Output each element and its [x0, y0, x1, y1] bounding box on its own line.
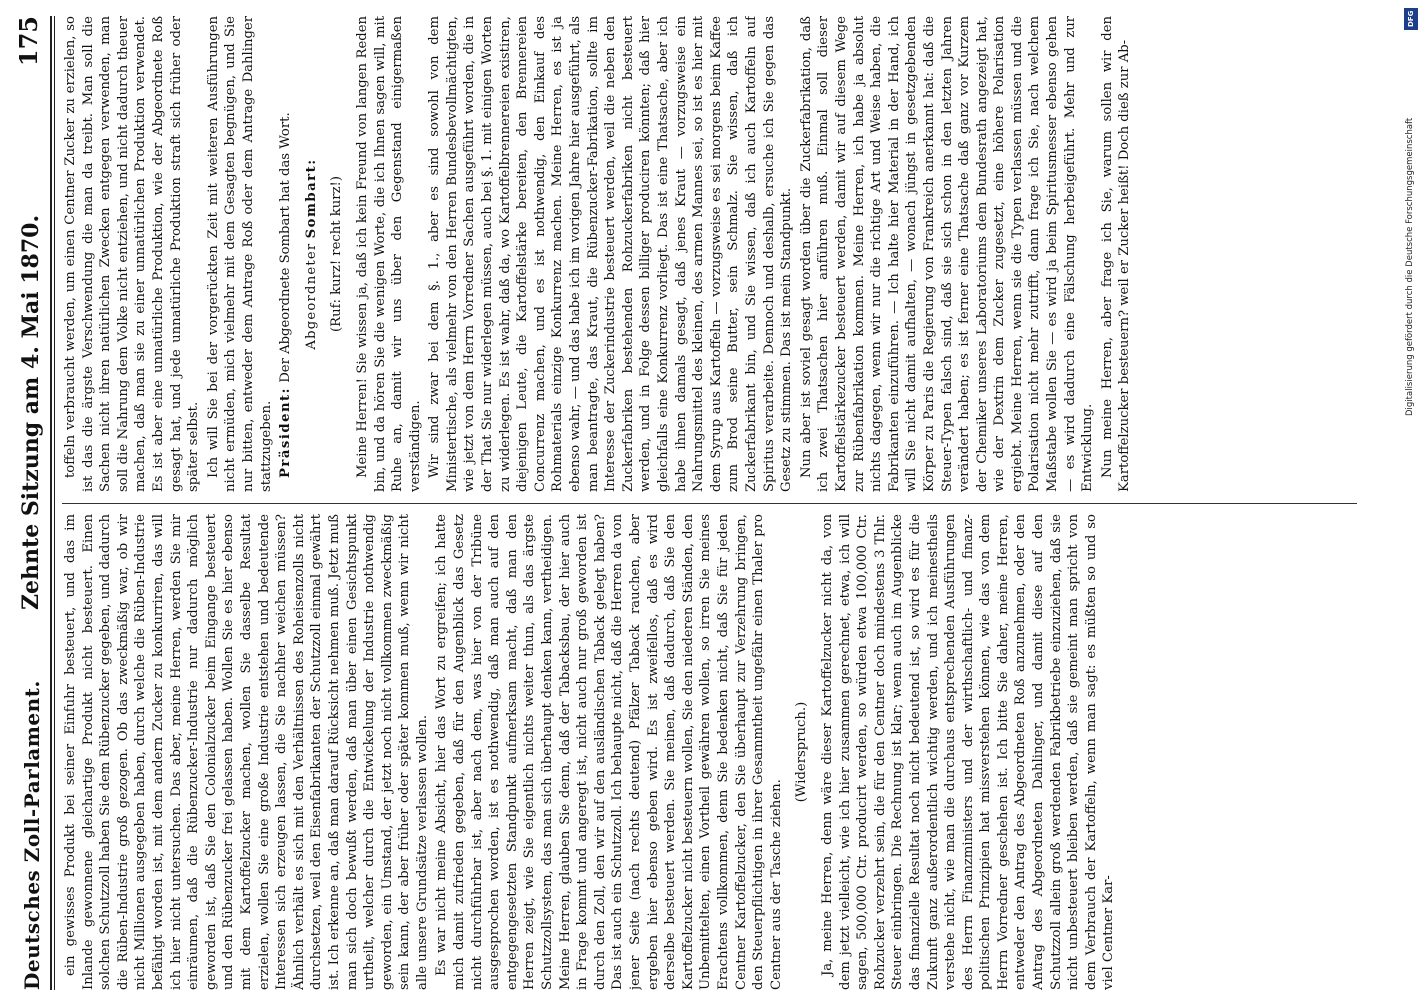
paragraph: ein gewisses Produkt bei seiner Einfuhr besteuert, und das im Inlande gewonnene gleichartige Produkt nicht besteuert. Einen solchen Schutzzoll haben Sie dem Rübenzucker gegeben, und dadurch die Rüben-Industrie groß gezogen. Ob das zweckmäßig war, ob wir nicht Millionen ausgegeben haben, durch welche die Rüben-Industrie befähigt worden ist, mit dem andern Zucker zu konkurriren, das will ich hier nicht untersuchen. Das aber, meine Herren, werden Sie mir einräumen, daß die Rübenzucker-Industrie nur dadurch möglich geworden ist, daß Sie den Colonialzucker beim Eingange besteuert und den Rübenzucker frei gelassen haben. Wollen Sie es hier ebenso mit dem Kartoffelzucker machen, wollen Sie dasselbe Resultat erzielen, wollen Sie eine große Industrie entstehen und bedeutende Interessen sich erzeugen lassen, die Sie nachher weichen müssen? Ähnlich verhält es sich mit den Verhältnissen des Roheisenzolls nicht durchsetzen, weil den Eisenfabrikanten der Schutzzoll einmal gewährt ist. Ich erkenne an, daß man darauf Rücksicht nehmen muß. Jetzt muß man sich doch bewußt werden, daß man über einen Gesichtspunkt urtheilt, welcher durch die Entwickelung der Industrie nothwendig geworden, ein Umstand, der jetzt noch nicht vollkommen zweckmäßig sein kann, der aber früher oder später kommen muß, wenn wir nicht alle unsere Grundsätze verlassen wollen.: [63, 514, 430, 990]
page-number: 175: [14, 16, 43, 67]
column-divider: [62, 503, 1357, 504]
paragraph: toffeln verbraucht werden, um einen Centner Zucker zu erzielen, so ist das die ärgste Verschwendung die man da treibt. Man soll die Sachen nicht ihren natürlichen Zwecken entgegen verwenden, man soll die Nahrung dem Volke nicht entziehen, und nicht dadurch theuer machen, daß man sie zu einer unnatürlichen Produktion verwendet. Es ist aber eine unnatürliche Produktion, wie der Abgeordnete Roß gesagt hat, und jede unnatürliche Produktion straft sich früher oder später selbst.: [63, 16, 202, 492]
paragraph: Meine Herren! Sie wissen ja, daß ich kein Freund von langen Reden bin, und da hören Sie die wenigen Worte, die ich Ihnen sagen will, mit Ruhe an, damit wir uns über den Gegenstand einigermaßen verständigen.: [354, 16, 423, 492]
dfg-logo: DFG: [1404, 8, 1418, 30]
interjection: (Widerspruch.): [794, 701, 810, 803]
speaker-name: Sombart:: [303, 158, 319, 239]
paragraph: Es war nicht meine Absicht, hier das Wort zu ergreifen; ich hatte mich damit zufrieden gegeben, daß für den Augenblick das Gesetz nicht durchführbar ist, aber nach dem, was hier von der Tribüne ausgesprochen worden, ist es nothwendig, daß man auch auf den entgegengesetzten Standpunkt aufmerksam macht, daß man den Herren zeigt, wie Sie eigentlich nichts weiter thun, als das ärgste Schutzzollsystem, das man sich überhaupt denken kann, vertheidigen. Meine Herren, glauben Sie denn, daß der Tabacksbau, der hier auch in Frage kommt und angeregt ist, nicht auch nur groß geworden ist durch den Zoll, den wir auf den ausländischen Taback gelegt haben? Das ist auch ein Schutzzoll. Ich behaupte nicht, daß die Herren da von jener Seite (nach rechts deutend) Pfälzer Taback rauchen, aber ergeben hier ebenso geben wird. Es ist zweifellos, daß es wird derselbe besteuert werden. Sie meinen, daß dadurch, daß Sie den Kartoffelzucker nicht besteuern wollen, Sie den niederen Ständen, den Unbemittelten, einen Vortheil gewähren wollen, so irren Sie meines Erachtens vollkommen, denn Sie bedenken nicht, daß Sie für jeden Centner Kartoffelzucker, den Sie überhaupt zur Verzehrung bringen, den Steuerpflichtigen in ihrer Gesammtheit ungefähr einen Thaler pro Centner aus der Tasche ziehen.: [434, 514, 784, 990]
paragraph: Ja, meine Herren, denn wäre dieser Kartoffelzucker nicht da, von dem jetzt vielleicht, wie ich hier zusammen gerechnet, etwa, ich will sagen, 500,000 Ctr. producirt werden, so würden etwa 100,000 Ctr. Rohzucker verzehrt sein, die für den Centner doch mindestens 3 Thlr. Steuer einbringen. Die Rechnung ist klar; wenn auch im Augenblicke das finanzielle Resultat noch nicht bedeutend ist, so wird es für die Zukunft ganz außerordentlich wichtig werden, und ich meinestheils verstehe nicht, wie man die durchaus entsprechenden Ausführungen des Herrn Finanzministers und der wirthschaftlich- und finanz-politischen Prinzipien hat missverstehen können, wie das von dem Herrn Vorredner geschehen ist. Ich bitte Sie daher, meine Herren, entweder den Antrag des Abgeordneten Roß anzunehmen, oder den Antrag des Abgeordneten Dahlinger, und damit diese auf den Schutzzoll allein groß werdenden Fabrikbetriebe einzuziehen, daß sie nicht unbesteuert bleiben werden, daß sie gemeint man spricht von dem Verbrauch der Kartoffeln, wenn man sagt: es müßten so und so viel Centner Kar-: [819, 514, 1117, 990]
page-header: [10, 16, 50, 990]
speaker-prefix: Abgeordneter: [303, 242, 319, 350]
president-label: Präsident:: [278, 386, 294, 478]
digitization-sidebar: [1404, 4, 1420, 996]
paragraph: Wir sind zwar bei dem §. 1., aber es sind sowohl von dem Ministertische, als vielmehr von den Herren Bundesbevollmächtigten, wie jetzt von dem Herrn Vorredner Sachen ausgeführt worden, die in der That Sie nur widerlegen müssen, auch bei §. 1. mit einigen Worten zu widerlegen. Es ist wahr, daß da, wo Kartoffelbrennereien existiren, diejenigen Leute, die Kartoffelstärke bereiten, den Brennereien Concurrenz machen, und es ist nothwendig, den Einkauf des Rohmaterials einzige Konkurrenz machen. Meine Herren, es ist ja ebenso wahr, — und das habe ich im vorigen Jahre hier ausgeführt, als man beantragte, das Kraut, die Rübenzucker-Fabrikation, sollte im Interesse der Zuckerindustrie besteuert werden, weil die neben den Zuckerfabriken bestehenden Rohzuckerfabriken nicht besteuert werden, und in Folge dessen billiger produciren könnten; daß hier gleichfalls eine Konkurrenz vorliegt. Das ist eine Thatsache, aber ich habe ihnen damals gesagt, daß jenes Kraut — vorzugsweise ein Nahrungsmittel des kleinen, des armen Mannes sei, so ist es hier mit dem Syrup aus Kartoffeln — vorzugsweise es sei morgens beim Kaffee zum Brod seine Butter, sein Schmalz. Sie wissen, daß ich Zuckerfabrikant bin, und Sie wissen, daß ich auch Kartoffeln auf Spiritus verarbeite. Dennoch und deshalb, ersuche ich Sie gegen das Gesetz zu stimmen. Das ist mein Standpunkt.: [427, 16, 795, 492]
digitization-credit: Digitalisierung gefördert durch die Deutsche Forschungsgemeinschaft: [1405, 117, 1415, 416]
header-rule-thin: [54, 16, 55, 990]
speaker-heading: [303, 16, 321, 492]
paragraph: Nun aber ist soviel gesagt worden über die Zuckerfabrikation, daß ich zwei Thatsachen hier anführen muß. Einmal soll dieser Kartoffelstärkezucker besteuert werden, damit wir auf diesem Wege zur Rübenfabrikation kommen. Meine Herren, ich habe ja absolut nichts dagegen, wenn wir nur die richtige Art und Weise haben, die Fabrikanten einzuführen. — Ich halte hier Material in der Hand, ich will Sie nicht damit aufhalten, — wonach jüngst in gesetzgebenden Körper zu Paris die Regierung von Frankreich anerkannt hat: daß die Steuer-Typen falsch sind, daß sie sich schon in den letzten Jahren verändert haben; es ist ferner eine Thatsache daß ganz vor Kurzem der Chemiker unseres Laboratoriums dem Bundesrath angezeigt hat, wie der Dextrin dem Zucker zugesetzt, eine höhere Polarisation ergiebt. Meine Herren, wenn sie die Typen verlassen müssen und die Polarisation nicht mehr zutrifft, dann frage ich Sie, nach welchem Maßstabe wollen Sie — es wird ja beim Spiritusmesser ebenso gehen — es wird dadurch eine Fälschung herbeigeführt. Mehr und zur Entwicklung.: [798, 16, 1096, 492]
text-column-left: [62, 514, 1357, 990]
paragraph: Ich will Sie bei der vorgerückten Zeit mit weiteren Ausführungen nicht ermüden, mich vielmehr mit dem Gesagten begnügen, und Sie nur bitten, entweder dem Antrage Roß oder dem Antrage Dahlinger stattzugeben.: [205, 16, 274, 492]
interjection: (Ruf: kurz! recht kurz!): [329, 176, 345, 332]
text-column-right: [62, 16, 1357, 492]
president-text: Der Abgeordnete Sombart hat das Wort.: [278, 112, 294, 383]
paragraph: Nun meine Herren, aber frage ich Sie, warum sollen wir den Kartoffelzucker besteuern? weil er Zucker heißt! Doch dieß zur Ab-: [1099, 16, 1133, 492]
running-title: Deutsches Zoll-Parlament.: [20, 680, 44, 990]
president-statement: [277, 16, 295, 492]
header-rule: [50, 16, 52, 990]
session-title: Zehnte Sitzung am 4. Mai 1870.: [18, 214, 44, 610]
